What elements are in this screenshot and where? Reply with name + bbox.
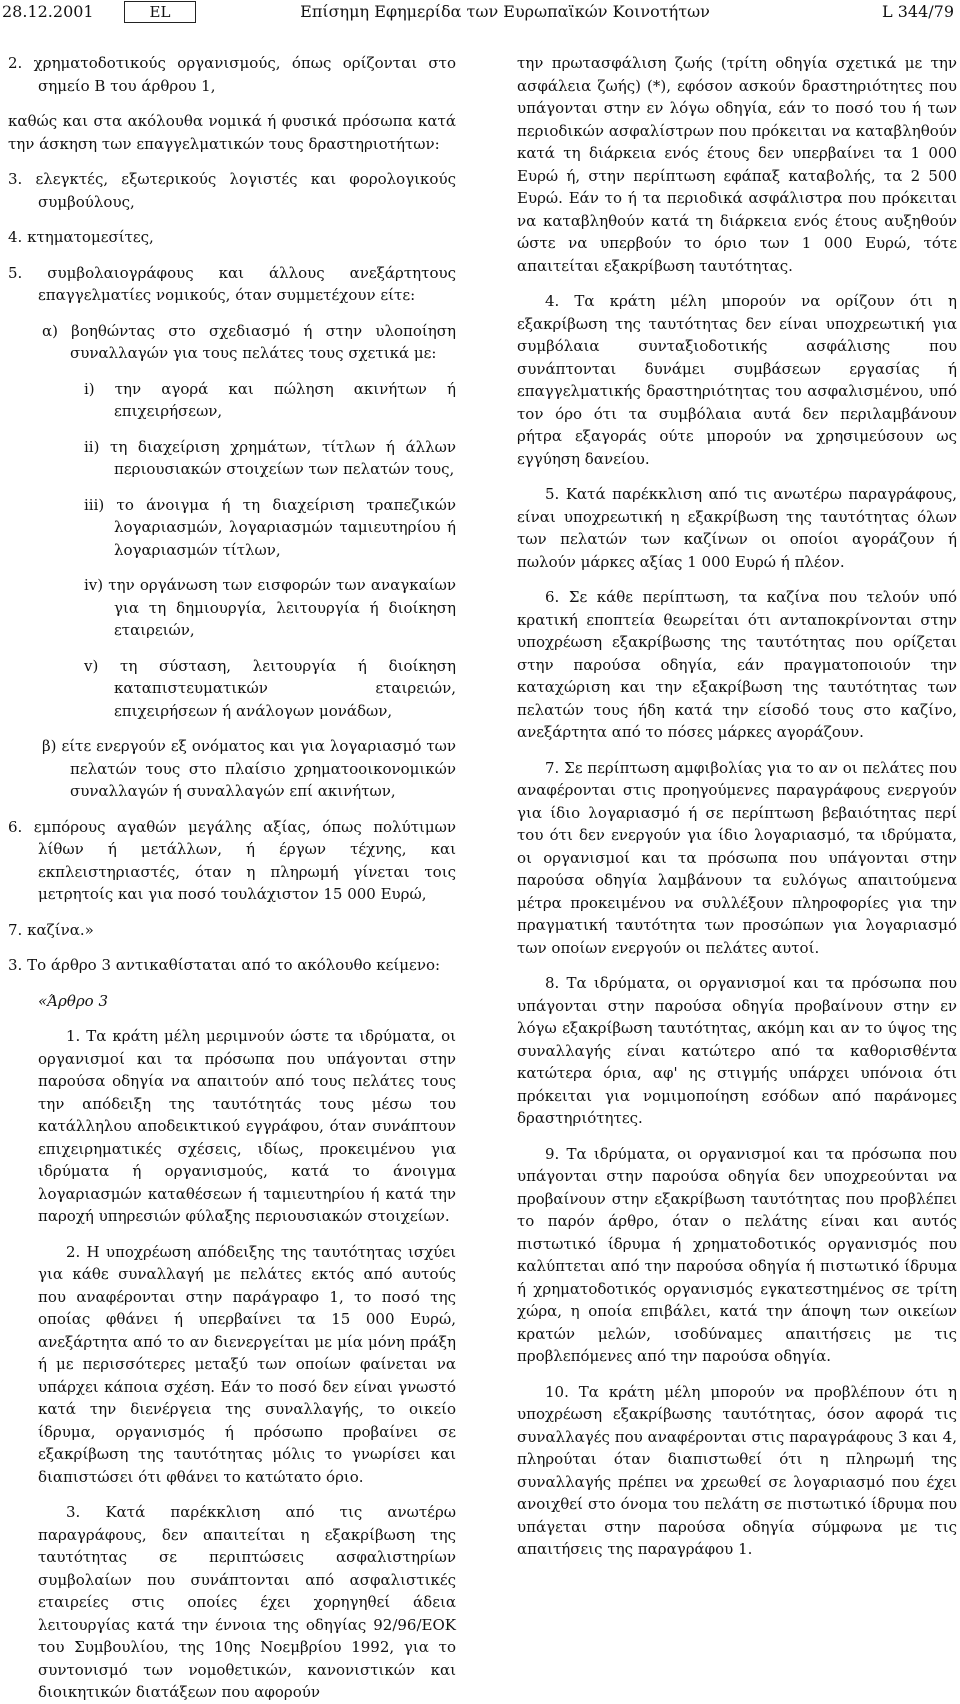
paragraph: 7. Σε περίπτωση αμφιβολίας για το αν οι πελάτες που αναφέρονται στις προηγούμενες παραγράφους ενεργούν για ίδιο λογαριασμό ή σε περίπτωση βεβαιότητας περί του ότι δεν ενεργούν για ίδιο λογαριασμό, τα ιδρύματα, οι οργανισμοί και τα πρόσωπα που υπάγονται στην παρούσα οδηγία λαμβάνουν τα ευλόγως απαιτούμενα μέτρα προκειμένου να συλλέξουν πληροφορίες για την πραγματική ταυτότητα των προσώπων για λογαριασμό των οποίων ενεργούν οι πελάτες αυτοί.	[517, 758, 957, 957]
list-item: 5. συμβολαιογράφους και άλλους ανεξάρτητους επαγγελματίες νομικούς, όταν συμμετέχουν είτε:	[8, 263, 456, 304]
sub-sub-list-item: ii) τη διαχείριση χρημάτων, τίτλων ή άλλων περιουσιακών στοιχείων των πελατών τους,	[84, 437, 456, 478]
paragraph: 2. Η υποχρέωση απόδειξης της ταυτότητας ισχύει για κάθε συναλλαγή με πελάτες εκτός από αυτούς που αναφέρονται στην παράγραφο 1, το ποσό της οποίας φθάνει ή υπερβαίνει τα 15 000 Ευρώ, ανεξάρτητα από το αν διενεργείται με μία μόνη πράξη ή με περισσότερες μεταξύ των οποίων φαίνεται να υπάρχει κάποια σχέση. Εάν το ποσό δεν είναι γνωστό κατά την διενέργεια της συναλλαγής, το οικείο ίδρυμα, οργανισμός ή πρόσωπο προβαίνει σε εξακρίβωση της ταυτότητας μόλις το γνωρίσει και διαπιστώσει ότι φθάνει το κατώτατο όριο.	[38, 1242, 456, 1486]
left-column	[8, 52, 456, 1704]
list-item: 6. εμπόρους αγαθών μεγάλης αξίας, όπως πολύτιμων λίθων ή μετάλλων, ή έργων τέχνης, και εκπλειστηριαστές, όταν η πληρωμή γίνεται τοις μετρητοίς και για ποσό τουλάχιστον 15 000 Ευρώ,	[8, 817, 456, 903]
page-header	[0, 0, 960, 26]
header-date: 28.12.2001	[2, 2, 94, 21]
paragraph: την πρωτασφάλιση ζωής (τρίτη οδηγία σχετικά με την ασφάλεια ζωής) (*), εφόσον ασκούν δραστηριότητες που υπάγονται στην εν λόγω οδηγία, εάν το ποσό του ή των περιοδικών ασφαλίστρων που πρόκειται να καταβληθούν κατά τη διάρκεια ενός έτους δεν υπερβαίνει τα 1 000 Ευρώ ή, στην περίπτωση εφάπαξ καταβολής, τα 2 500 Ευρώ. Εάν το ή τα περιοδικά ασφάλιστρα που πρόκειται να καταβληθούν κατά τη διάρκεια ενός έτους αυξηθούν ώστε να υπερβούν το όριο των 1 000 Ευρώ, τότε απαιτείται εξακρίβωση ταυτότητας.	[517, 54, 957, 275]
paragraph: 4. Τα κράτη μέλη μπορούν να ορίζουν ότι η εξακρίβωση της ταυτότητας δεν είναι υποχρεωτική για συμβόλαια συνταξιοδοτικής ασφάλισης που συνάπτονται δυνάμει συμβάσεων εργασίας ή επαγγελματικής δραστηριότητας του ασφαλισμένου, υπό τον όρο ότι τα συμβόλαια αυτά δεν περιλαμβάνουν ρήτρα εξαγοράς ούτε μπορούν να χρησιμεύσουν ως εγγύηση δανείου.	[517, 292, 957, 468]
paragraph: 3. Κατά παρέκκλιση από τις ανωτέρω παραγράφους, δεν απαιτείται η εξακρίβωση της ταυτότητας σε περιπτώσεις ασφαλιστηρίων συμβολαίων που συνάπτονται από ασφαλιστικές εταιρείες στις οποίες έχει χορηγηθεί άδεια λειτουργίας κατά την έννοια της οδηγίας 92/96/ΕΟΚ του Συμβουλίου, της 10ης Νοεμβρίου 1992, για το συντονισμό των νομοθετικών, κανονιστικών και διοικητικών διατάξεων που αφορούν	[38, 1503, 456, 1701]
list-item: 3. ελεγκτές, εξωτερικούς λογιστές και φορολογικούς συμβούλους,	[8, 170, 456, 211]
journal-title: Επίσημη Εφημερίδα των Ευρωπαϊκών Κοινοτήτων	[300, 2, 710, 21]
sub-list-item: β) είτε ενεργούν εξ ονόματος και για λογαριασμό των πελατών τους στο πλαίσιο χρηματοοικονομικών συναλλαγών ή συναλλαγών επί ακινήτων,	[42, 737, 456, 800]
paragraph: καθώς και στα ακόλουθα νομικά ή φυσικά πρόσωπα κατά την άσκηση των επαγγελματικών τους δραστηριοτήτων:	[8, 112, 456, 153]
sub-sub-list-item: v) τη σύσταση, λειτουργία ή διοίκηση καταπιστευματικών εταιρειών, επιχειρήσεων ή ανάλογων μονάδων,	[84, 656, 456, 720]
language-badge: EL	[124, 1, 196, 23]
sub-sub-list-item: iii) το άνοιγμα ή τη διαχείριση τραπεζικών λογαριασμών, λογαριασμών ταμιευτηρίου ή λογαριασμών τίτλων,	[84, 495, 456, 559]
list-item: 4. κτηματομεσίτες,	[8, 228, 154, 246]
list-item: 7. καζίνα.»	[8, 920, 94, 939]
amendment-intro: 3. Το άρθρο 3 αντικαθίσταται από το ακόλουθο κείμενο:	[8, 956, 441, 974]
paragraph: 10. Τα κράτη μέλη μπορούν να προβλέπουν ότι η υποχρέωση εξακρίβωσης ταυτότητας, όσον αφορά τις συναλλαγές που αναφέρονται στις παραγράφους 3 και 4, πληρούται όταν διαπιστωθεί ότι η πληρωμή της συναλλαγής πρέπει να χρεωθεί σε λογαριασμό που έχει ανοιχθεί στο όνομα του πελάτη σε πιστωτικό ίδρυμα που υπάγεται στην παρούσα οδηγία σύμφωνα με τις απαιτήσεις της παραγράφου 1.	[517, 1382, 957, 1558]
article-heading: «Άρθρο 3	[38, 991, 109, 1010]
sub-sub-list-item: i) την αγορά και πώληση ακινήτων ή επιχειρήσεων,	[84, 379, 456, 420]
sub-list-item: α) βοηθώντας στο σχεδιασμό ή στην υλοποίηση συναλλαγών για τους πελάτες τους σχετικά με:	[42, 321, 456, 362]
sub-sub-list-item: iv) την οργάνωση των εισφορών των αναγκαίων για τη δημιουργία, λειτουργία ή διοίκηση εταιρειών,	[84, 576, 456, 639]
paragraph: 8. Τα ιδρύματα, οι οργανισμοί και τα πρόσωπα που υπάγονται στην παρούσα οδηγία προβαίνουν στην εν λόγω εξακρίβωση ταυτότητας, ακόμη και αν το ύψος της συναλλαγής είναι κατώτερο από τα καθορισθέντα κατώτερα όρια, αφ' ης στιγμής υπάρχει υπόνοια ότι πρόκειται για νομιμοποίηση εσόδων από παράνομες δραστηριότητες.	[517, 974, 957, 1127]
right-column	[517, 52, 957, 1561]
page-number: L 344/79	[882, 2, 954, 21]
paragraph: 5. Κατά παρέκκλιση από τις ανωτέρω παραγράφους, είναι υποχρεωτική η εξακρίβωση της ταυτότητας όλων των πελατών των καζίνων οι οποίοι αγοράζουν ή πωλούν μάρκες αξίας 1 000 Ευρώ ή πλέον.	[517, 485, 957, 571]
paragraph: 9. Τα ιδρύματα, οι οργανισμοί και τα πρόσωπα που υπάγονται στην παρούσα οδηγία δεν υποχρεούνται να προβαίνουν στην εξακρίβωση ταυτότητας που προβλέπει το παρόν άρθρο, όταν ο πελάτης είναι και αυτός πιστωτικό ίδρυμα ή χρηματοδοτικός οργανισμός που καλύπτεται από την παρούσα οδηγία ή πιστωτικό ίδρυμα ή χρηματοδοτικός οργανισμός εγκατεστημένος σε τρίτη χώρα, η οποία επιβάλει, κατά την άποψη των οικείων κρατών μελών, ισοδύναμες απαιτήσεις με τις προβλεπόμενες από την παρούσα οδηγία.	[517, 1144, 957, 1365]
list-item: 2. χρηματοδοτικούς οργανισμούς, όπως ορίζονται στο σημείο Β του άρθρου 1,	[8, 54, 456, 95]
paragraph: 1. Τα κράτη μέλη μεριμνούν ώστε τα ιδρύματα, οι οργανισμοί και τα πρόσωπα που υπάγονται στην παρούσα οδηγία να απαιτούν από τους πελάτες τους την απόδειξη της ταυτότητάς τους μέσω του κατάλληλου αποδεικτικού εγγράφου, όταν συνάπτουν επιχειρηματικές σχέσεις, ιδίως, προκειμένου για ιδρύματα ή οργανισμούς, κατά το άνοιγμα λογαριασμών καταθέσεων ή ταμιευτηρίου ή κατά την παροχή υπηρεσιών φύλαξης περιουσιακών στοιχείων.	[38, 1027, 456, 1225]
paragraph: 6. Σε κάθε περίπτωση, τα καζίνα που τελούν υπό κρατική εποπτεία θεωρείται ότι ανταποκρίνονται στην υποχρέωση εξακρίβωσης της ταυτότητας που ορίζεται στην παρούσα οδηγία, εάν πραγματοποιούν την καταχώριση και την εξακρίβωση της ταυτότητας των πελατών τους ήδη κατά την είσοδό τους στο καζίνο, ανεξάρτητα από το πόσες μάρκες αγοράζουν.	[517, 588, 957, 741]
